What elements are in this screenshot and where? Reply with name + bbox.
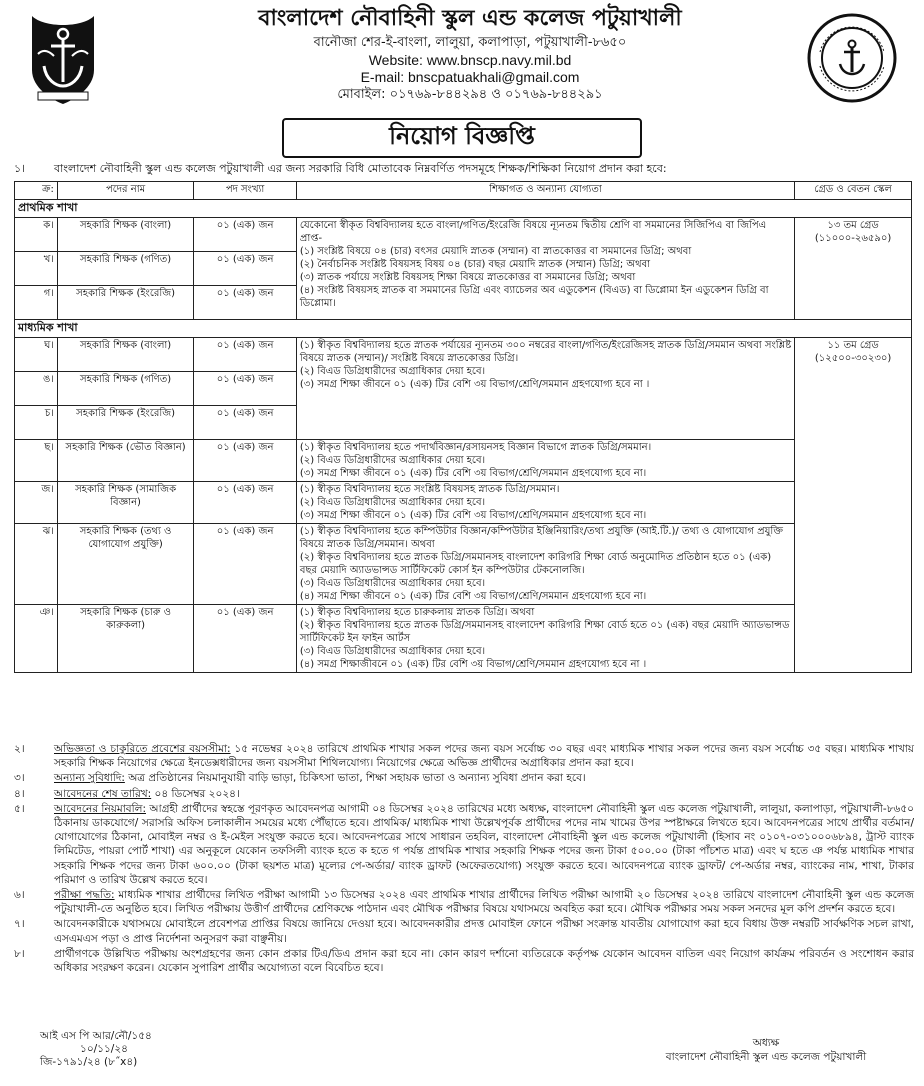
row-serial: গ। [15,286,58,320]
qualification-line: (১) স্বীকৃত বিশ্ববিদ্যালয় হতে চারুকলায় স্নাতক ডিগ্রি। অথবা [299,607,535,618]
section-primary: প্রাথমিক শাখা [15,200,912,218]
qualification-line: (৩) সমগ্র শিক্ষা জীবনে ০১ (এক) টির বেশি ৩য় বিভাগ/শ্রেণি/সমমান গ্রহণযোগ্য হবে না। [299,510,647,521]
table-row [15,524,912,605]
row-count: ০১ (এক) জন [194,482,297,524]
qualification-line: (১) স্বীকৃত বিশ্ববিদ্যালয় হতে সংশ্লিষ্ট বিষয়সহ স্নাতক ডিগ্রি/সমমান। [299,484,560,495]
table-row [15,482,912,524]
intro-number: ১। [14,162,26,175]
note-body [54,742,914,770]
qualification-line: (২) বিএড ডিগ্রিধারীদের অগ্রাধিকার দেয়া হবে। [299,455,486,466]
header-post: পদের নাম [57,182,193,200]
row-post: সহকারি শিক্ষক (সামাজিক বিজ্ঞান) [57,482,193,524]
row-serial: ছ। [15,440,58,482]
section-secondary: মাধ্যমিক শাখা [15,320,912,338]
groupA-qualification [296,338,794,440]
note-label: অভিজ্ঞতা ও চাকুরিতে প্রবেশের বয়সসীমা: [54,743,231,755]
row-post: সহকারি শিক্ষক (বাংলা) [57,218,193,252]
scale-text: (১১০০০-২৬৫৯০) [814,233,892,244]
qualification-line: (১) স্বীকৃত বিশ্ববিদ্যালয় হতে পদার্থবিজ্ঞান/রসায়নসহ বিজ্ঞান বিভাগে স্নাতক ডিগ্রি/সমমান। [299,442,652,453]
header-serial: ক্র: [15,182,58,200]
note-text: প্রার্থীগণকে উল্লিখিত পরীক্ষায় অংশগ্রহণের জন্য কোন প্রকার টিএ/ডিএ প্রদান করা হবে না। কোন কারণ দর্শানো ব্যতিরেকে কর্তৃপক্ষ যেকোন আবেদন বাতিল এবং নিয়োগ কার্যক্রম পরিবর্তন ও সংশোধন করার অধিকার সংরক্ষণ করেন। যেকোন সুপারিশ প্রার্থীর অযোগ্যতা বলে বিবেচিত হবে। [54,947,914,975]
qualification-line: (৩) সমগ্র শিক্ষা জীবনে ০১ (এক) টির বেশি ৩য় বিভাগ/শ্রেণি/সমমান গ্রহণযোগ্য হবে না। [299,468,647,479]
qualification-line: (৪) সমগ্র শিক্ষাজীবনে ০১ (এক) টির বেশি ৩য় বিভাগ/শ্রেণি/সমমান গ্রহণযোগ্য হবে না । [299,659,647,670]
signature-block [626,1036,906,1064]
note-number: ৪। [14,787,25,800]
note-text: ১৫ নভেম্বর ২০২৪ তারিখে প্রাথমিক শাখার সকল পদের জন্য বয়স সর্বোচ্চ ৩০ বছর এবং মাধ্যমিক শাখার সকল পদের জন্য বয়স সর্বোচ্চ ৩৫ বছর। মাধ্যমিক শাখায় সহকারি শিক্ষক নিয়োগের ক্ষেত্রে ইনডেক্সধারীদের জন্য বয়সসীমা শিথিলযোগ্য। নিয়োগের ক্ষেত্রে অভিজ্ঞ প্রার্থীদের অগ্রাধিকার প্রদান করা হবে। [54,743,914,770]
notice-title: নিয়োগ বিজ্ঞপ্তি [282,118,642,158]
note-text: ০৪ ডিসেম্বর ২০২৪। [151,787,240,800]
grade-text: ১৩ তম গ্রেড [827,220,879,231]
secondary-grade [795,338,912,673]
qualification-line: (২) বিএড ডিগ্রিধারীদের অগ্রাধিকার দেয়া হবে। [299,366,486,377]
school-seal-icon [806,12,898,104]
row-post: সহকারি শিক্ষক (গণিত) [57,372,193,406]
school-name: বাংলাদেশ নৌবাহিনী স্কুল এন্ড কলেজ পটুয়াখালী [258,6,682,31]
note-item [14,917,914,945]
school-website: Website: www.bnscp.navy.mil.bd [368,52,572,68]
grade-text: ১১ তম গ্রেড [827,340,879,351]
row-post: সহকারি শিক্ষক (ইংরেজি) [57,406,193,440]
note-item [14,802,914,887]
ict-qualification [296,524,794,605]
qualification-line: (২) স্বীকৃত বিশ্ববিদ্যালয় হতে স্নাতক ডিগ্রি/সমমানসহ বাংলাদেশ কারিগরি শিক্ষা বোর্ড অনুমোদিত প্রতিষ্ঠান হতে ০১ (এক) বছর মেয়াদি অ্যাডভান্সড সার্টিফিকেট কোর্স ইন কম্পিউটার টেকনোলজি। [299,552,772,576]
qualification-line: (২) স্বীকৃত বিশ্ববিদ্যালয় হতে স্নাতক ডিগ্রি/সমমানসহ বাংলাদেশ কারিগরি শিক্ষা বোর্ড হতে ০১ (এক) বছর মেয়াদি অ্যাডভান্সড সার্টিফিকেট ইন ফাইন আর্টস [299,620,790,644]
intro-paragraph [14,161,914,176]
table-row [15,440,912,482]
signatory-organization: বাংলাদেশ নৌবাহিনী স্কুল এন্ড কলেজ পটুয়াখালী [665,1051,867,1063]
reference-code: জি-১৭৯১/২৪ (৮˝x৪) [40,1056,138,1068]
reference-block [40,1030,152,1069]
note-text: আগ্রহী প্রার্থীদের স্বহস্তে পূরণকৃত আবেদনপত্র আগামী ০৪ ডিসেম্বর ২০২৪ তারিখের মধ্যে অধ্যক্ষ, বাংলাদেশ নৌবাহিনী স্কুল এন্ড কলেজ পটুয়াখালী, লালুয়া, কলাপাড়া, পটুয়াখালী-৮৬৫০ ঠিকানায় ডাকযোগে/ সরাসরি অফিস চলাকালীন সময়ের মধ্যে পৌঁছাতে হবে। প্রাথমিক/ মাধ্যমিক শাখা উল্লেখপূর্বক প্রার্থীদের পদের নাম খামের উপর স্পষ্টাক্ষরে লিখতে হবে। আবেদনপত্রের সাথে প্রার্থীর বর্তমান/ যোগাযোগের ঠিকানা, মোবাইল নম্বর ও ই-মেইল সংযুক্ত করতে হবে। আবেদনপত্রের সাথে সাধারন তহবিল, বাংলাদেশ নৌবাহিনী স্কুল এন্ড কলেজ পটুয়াখালী (হিসাব নং ০১০৭-০৩১০০০৬৮৯৪, ট্রাস্ট ব্যাংক লিমিটেড, পায়রা পোর্ট শাখা) এর অনুকূলে যেকোন তফসিলী ব্যাংক হতে ক হতে গ পর্যন্ত প্রাথমিক শাখার সহকারি শিক্ষক পদের জন্য টাকা ৫০০.০০ (টাকা পাঁচশত মাত্র) এবং ঘ হতে ঞ পর্যন্ত মাধ্যমিক শাখার সহকারি শিক্ষক পদের জন্য টাকা ৬০০.০০ (টাকা ছয়শত মাত্র) মূল্যের পে-অর্ডার/ ব্যাংক ড্রাফট (অফেরতযোগ্য) সংযুক্ত করতে হবে। আবেদনপত্রে ব্যাংক ড্রাফট/ পে-অর্ডার নম্বর, ব্যাংকের নাম, শাখা, টাকার পরিমাণ ও তারিখ উল্লেখ করতে হবে। [54,802,915,886]
header-qualification: শিক্ষাগত ও অন্যান্য যোগ্যতা [296,182,794,200]
primary-qualification [296,218,794,320]
note-body [54,802,914,887]
note-number: ২। [14,743,25,755]
letterhead [0,0,924,118]
school-email: E-mail: bnscpatuakhali@gmail.com [360,69,580,85]
note-number: ৭। [14,918,25,931]
row-post: সহকারি শিক্ষক (তথ্য ও যোগাযোগ প্রযুক্তি) [57,524,193,605]
social-science-qualification [296,482,794,524]
note-number: ৩। [14,772,25,785]
header-count: পদ সংখ্যা [194,182,297,200]
school-mobile: মোবাইল: ০১৭৬৯-৮৪৪২৯৪ ও ০১৭৬৯-৮৪৪২৯১ [337,87,603,102]
row-serial: ঞ। [15,605,58,673]
table-row [15,338,912,372]
notes-section [14,742,914,976]
qualification-line: (২) বিএড ডিগ্রিধারীদের অগ্রাধিকার দেয়া হবে। [299,497,486,508]
row-post: সহকারি শিক্ষক (বাংলা) [57,338,193,372]
row-serial: জ। [15,482,58,524]
note-item [14,771,914,785]
qualification-line: (১) সংশ্লিষ্ট বিষয়ে ০৪ (চার) বৎসর মেয়াদি স্নাতক (সম্মান) বা স্নাতকোত্তর বা সমমানের ডিগ্রি; অথবা [299,246,692,257]
qualification-line: যেকোনো স্বীকৃত বিশ্ববিদ্যালয় হতে বাংলা/গণিত/ইংরেজি বিষয়ে ন্যূনতম দ্বিতীয় শ্রেণি বা সমমানের সিজিপিএ বা জিপিএ প্রাপ্ত- [299,220,767,244]
note-label: অন্যান্য সুবিধাদি: [54,772,125,785]
row-serial: ঘ। [15,338,58,372]
qualification-line: (১) স্বীকৃত বিশ্ববিদ্যালয় হতে স্নাতক পর্যায়ের ন্যূনতম ৩০০ নম্বরের বাংলা/গণিত/ইংরেজিসহ স্নাতক ডিগ্রি/সমমান অথবা সংশ্লিষ্ট বিষয়ে স্নাতক (সম্মান)/ সংশ্লিষ্ট বিষয়ে স্নাতকোত্তর ডিগ্রি। [299,340,792,364]
row-serial: চ। [15,406,58,440]
row-post: সহকারি শিক্ষক (ইংরেজি) [57,286,193,320]
note-item [14,742,914,770]
note-text: অত্র প্রতিষ্ঠানের নিয়মানুযায়ী বাড়ি ভাড়া, চিকিৎসা ভাতা, শিক্ষা সহায়ক ভাতা ও অন্যান্য সুবিধা প্রদান করা হবে। [124,772,586,785]
navy-anchor-logo-icon [24,8,102,108]
row-count: ০১ (এক) জন [194,440,297,482]
row-count: ০১ (এক) জন [194,406,297,440]
note-body [54,787,914,801]
signatory-title: অধ্যক্ষ [752,1037,780,1049]
row-count: ০১ (এক) জন [194,286,297,320]
note-body [54,888,914,916]
qualification-line: (২) নৈর্বাচনিক সংশ্লিষ্ট বিষয়সহ বিষয় ০৪ (চার) বছর মেয়াদি স্নাতক (সম্মান) ডিগ্রি; অথবা [299,259,651,270]
header-grade: গ্রেড ও বেতন স্কেল [795,182,912,200]
note-body [54,771,914,785]
row-post: সহকারি শিক্ষক (গণিত) [57,252,193,286]
qualification-line: (৪) সংশ্লিষ্ট বিষয়সহ স্নাতক বা সমমানের ডিগ্রি এবং ব্যাচেলর অব এডুকেশন (বিএড) বা ডিপ্লোমা ইন এডুকেশন ডিগ্রি বা ডিপ্লোমা। [299,285,769,309]
row-count: ০১ (এক) জন [194,338,297,372]
table-row [15,218,912,252]
row-serial: ঝ। [15,524,58,605]
note-text: মাধ্যমিক শাখার প্রার্থীদের লিখিত পরীক্ষা আগামী ১৩ ডিসেম্বর ২০২৪ এবং প্রাথমিক শাখার প্রার্থীদের লিখিত পরীক্ষা আগামী ২০ ডিসেম্বর ২০২৪ তারিখে বাংলাদেশ নৌবাহিনী স্কুল এন্ড কলেজ পটুয়াখালী-তে অনুষ্ঠিত হবে। লিখিত পরীক্ষায় উত্তীর্ণ প্রার্থীদের শ্রেণিকক্ষে পাঠদান এবং মৌখিক পরীক্ষার বিষয়ে যথাসময়ে অবহিত করা হবে। মৌখিক পরীক্ষার সময় সকল সনদের মূল কপি প্রদর্শন করতে হবে। [54,889,915,916]
table-header-row [15,182,912,200]
note-body [54,917,914,945]
school-address: বানৌজা শের-ই-বাংলা, লালুয়া, কলাপাড়া, পটুয়াখালী-৮৬৫০ [313,35,627,50]
qualification-line: (৩) বিএড ডিগ্রিধারীদের অগ্রাধিকার দেয়া হবে। [299,646,486,657]
row-count: ০১ (এক) জন [194,252,297,286]
reference-number: আই এস পি আর/নৌ/১৫৪ [40,1030,152,1042]
physics-qualification [296,440,794,482]
reference-date: ১০/১১/২৪ [80,1043,128,1055]
row-count: ০১ (এক) জন [194,372,297,406]
note-item [14,787,914,801]
row-count: ০১ (এক) জন [194,218,297,252]
fine-arts-qualification [296,605,794,673]
note-label: আবেদনের শেষ তারিখ: [54,787,152,800]
row-serial: ঙ। [15,372,58,406]
row-serial: খ। [15,252,58,286]
row-serial: ক। [15,218,58,252]
note-number: ৮। [14,947,25,960]
section-row-secondary [15,320,912,338]
note-text: আবেদনকারীকে যথাসময়ে মোবাইলে প্রবেশপত্র প্রাপ্তির বিষয়ে জানিয়ে দেওয়া হবে। আবেদনকারীর প্রদত্ত মোবাইল ফোনে পরীক্ষা সংক্রান্ত যাবতীয় যোগাযোগ করা হবে বিধায় উক্ত নম্বরটি সার্বক্ষণিক সচল রাখা, এসএমএস পড়া ও প্রাপ্ত নির্দেশনা অনুসরণ করা বাঞ্ছনীয়। [54,918,914,945]
note-item [14,947,914,975]
table-row [15,605,912,673]
note-label: আবেদনের নিয়মাবলি: [54,802,146,815]
qualification-line: (৩) বিএড ডিগ্রিধারীদের অগ্রাধিকার দেয়া হবে। [299,578,486,589]
qualification-line: (৪) সমগ্র শিক্ষা জীবনে ০১ (এক) টির বেশি ৩য় বিভাগ/শ্রেণি/সমমান গ্রহণযোগ্য হবে না। [299,591,647,602]
qualification-line: (৩) সমগ্র শিক্ষা জীবনে ০১ (এক) টির বেশি ৩য় বিভাগ/শ্রেণি/সমমান গ্রহণযোগ্য হবে না । [299,379,650,390]
note-number: ৬। [14,889,25,902]
note-item [14,888,914,916]
note-label: পরীক্ষা পদ্ধতি: [54,889,115,902]
note-number: ৫। [14,802,25,815]
letterhead-text [160,4,780,104]
row-count: ০১ (এক) জন [194,524,297,605]
intro-text: বাংলাদেশ নৌবাহিনী স্কুল এন্ড কলেজ পটুয়াখালী এর জন্য সরকারি বিধি মোতাবেক নিম্নবর্ণিত পদসমূহে শিক্ষক/শিক্ষিকা নিয়োগ প্রদান করা হবে: [54,162,667,175]
note-body [54,947,914,975]
primary-grade [795,218,912,320]
vacancy-table [14,181,912,673]
qualification-line: (১) স্বীকৃত বিশ্ববিদ্যালয় হতে কম্পিউটার বিজ্ঞান/কম্পিউটার ইঞ্জিনিয়ারিং/তথ্য প্রযুক্তি (আই.টি.)/ তথ্য ও যোগাযোগ প্রযুক্তি বিষয়ে স্নাতক ডিগ্রি/সমমান। অথবা [299,526,783,550]
row-count: ০১ (এক) জন [194,605,297,673]
row-post: সহকারি শিক্ষক (চারু ও কারুকলা) [57,605,193,673]
qualification-line: (৩) স্নাতক পর্যায়ে সংশ্লিষ্ট বিষয়সহ শিক্ষা বিষয়ে স্নাতকোত্তর বা সমমানের ডিগ্রি; অথবা [299,272,636,283]
scale-text: (১২৫০০-৩০২৩০) [814,353,892,364]
row-post: সহকারি শিক্ষক (ভৌত বিজ্ঞান) [57,440,193,482]
section-row-primary [15,200,912,218]
